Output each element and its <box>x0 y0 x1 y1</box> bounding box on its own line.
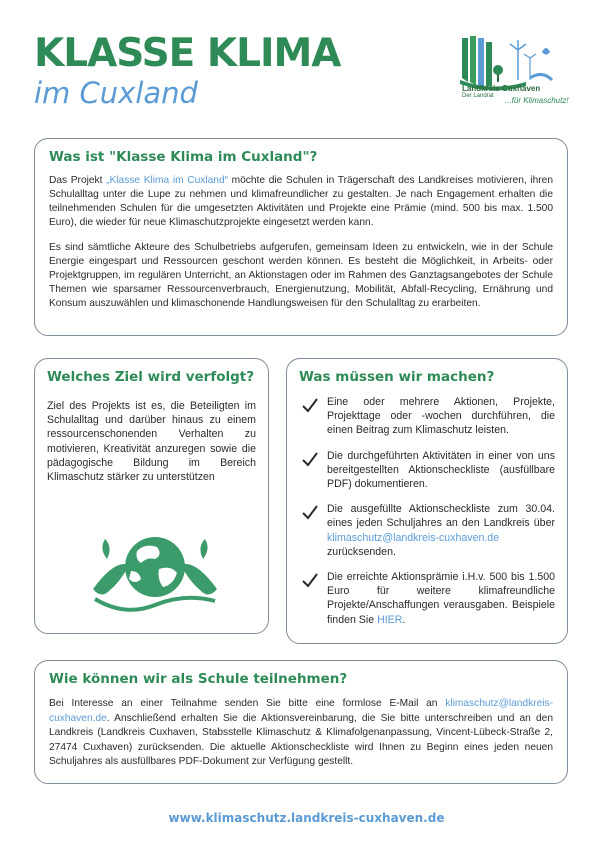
section-heading: Wie können wir als Schule teilnehmen? <box>49 671 348 687</box>
list-item <box>299 395 555 438</box>
email-link[interactable]: klimaschutz@landkreis-cuxhaven.de <box>49 698 553 724</box>
section-heading: Was müssen wir machen? <box>299 369 495 385</box>
section-heading: Was ist "Klasse Klima im Cuxland"? <box>49 149 318 165</box>
page-title: KLASSE KLIMA <box>34 31 341 76</box>
section-heading: Welches Ziel wird verfolgt? <box>47 369 255 385</box>
paragraph-text: . Anschließend erhalten Sie die Aktionsvereinbarung, die Sie bitte unterschreiben und an den Landkreis (Landkreis Cuxhaven, Stabsstelle Klimaschutz & Klimafolgenanpassung, Vincent-Lübeck-Straße 2, 27474 Cuxhaven) zurücksenden. Die aktuelle Aktionscheckliste wird Ihnen zu Beginn eines jeden neuen Schuljahres als ausfüllbares PDF-Dokument zur Verfügung gestellt. <box>49 712 553 768</box>
logo-name: Landkreis Cuxhaven <box>462 84 541 93</box>
landkreis-logo <box>422 30 582 120</box>
check-icon <box>301 397 319 413</box>
page-subtitle: im Cuxland <box>34 76 198 110</box>
list-item-text-part: Die ausgefüllte Aktionscheckliste zum 30.04. eines jeden Schuljahres an den Landkreis über <box>327 503 555 530</box>
logo-tagline: ...für Klimaschutz! <box>505 96 569 105</box>
check-icon <box>301 451 319 467</box>
list-item-text-part: Die erreichte Aktionsprämie i.H.v. 500 bis 1.500 Euro für weitere klimafreundliche Projekte/Anschaffungen verausgaben. Beispiele finden Sie <box>327 571 555 626</box>
earth-hands-icon <box>85 529 225 621</box>
section-paragraph <box>49 697 553 770</box>
project-link[interactable]: „Klasse Klima im Cuxland“ <box>106 175 228 186</box>
logo-sub: Der Landrat <box>462 93 494 99</box>
list-item-text <box>327 502 555 559</box>
list-item-text-part: . <box>402 613 406 626</box>
check-icon <box>301 504 319 520</box>
list-item-text <box>327 570 555 627</box>
list-item-text: Die durchgeführten Aktivitäten in einer von uns bereitgestellten Aktionscheckliste (ausfüllbare PDF) dokumentieren. <box>327 449 555 491</box>
paragraph-text: Das Projekt <box>49 175 107 186</box>
list-item-text-part: zurücksenden. <box>327 545 396 558</box>
list-item <box>299 570 555 627</box>
email-link[interactable]: klimaschutz@landkreis-cuxhaven.de <box>327 531 500 544</box>
section-what-is <box>34 138 568 336</box>
footer-website-link[interactable]: www.klimaschutz.landkreis-cuxhaven.de <box>168 811 445 825</box>
list-item <box>299 502 555 559</box>
section-paragraph <box>49 174 553 230</box>
paragraph-text: Bei Interesse an einer Teilnahme senden Sie bitte eine formlose E-Mail an <box>49 698 446 709</box>
section-tasks <box>286 358 568 644</box>
section-paragraph: Es sind sämtliche Akteure des Schulbetriebs aufgerufen, gemeinsam Ideen zu entwickeln, wie in der Schule Energie eingespart und Ressourcen geschont werden können. Es besteht die Möglichkeit, in Arbeits- oder Projektgruppen, im regulären Unterricht, an Aktionstagen oder im Rahmen des Ganztagsangebotes der Schule Themen wie sparsamer Ressourcenverbrauch, Energienutzung, Mobilität, Abfall-Recycling, Ernährung und Konsum auszuwählen und klimaschonende Handlungsweisen für den Schulalltag zu erarbeiten. <box>49 242 553 309</box>
check-icon <box>301 572 319 588</box>
section-participation <box>34 660 568 784</box>
list-item-text: Eine oder mehrere Aktionen, Projekte, Projekttage oder -wochen durchführen, die einen Beitrag zum Klimaschutz leisten. <box>327 396 555 437</box>
section-goal <box>34 358 269 634</box>
paragraph-text: möchte die Schulen in Trägerschaft des Landkreises motivieren, ihren Schulalltag unter die Lupe zu nehmen und klimafreundlicher zu gestalten. Je nach Engagement erhalten die teilnehmenden Schulen für die umgesetzten Aktivitäten und Projekte eine Prämie (mind. 500 bis max. 1.500 Euro), die wieder für neue Klimaschutzprojekte eingesetzt werden kann. <box>49 175 553 228</box>
section-paragraph: Ziel des Projekts ist es, die Beteiligten im Schulalltag und darüber hinaus zu einem ressourcenschonenden Verhalten zu motivieren, Kreativität anzuregen sowie die pädagogische Bildung im Bereich Klimaschutz stärker zu unterstützen <box>47 400 256 484</box>
list-item <box>299 449 555 492</box>
examples-link[interactable]: HIER <box>377 613 403 626</box>
